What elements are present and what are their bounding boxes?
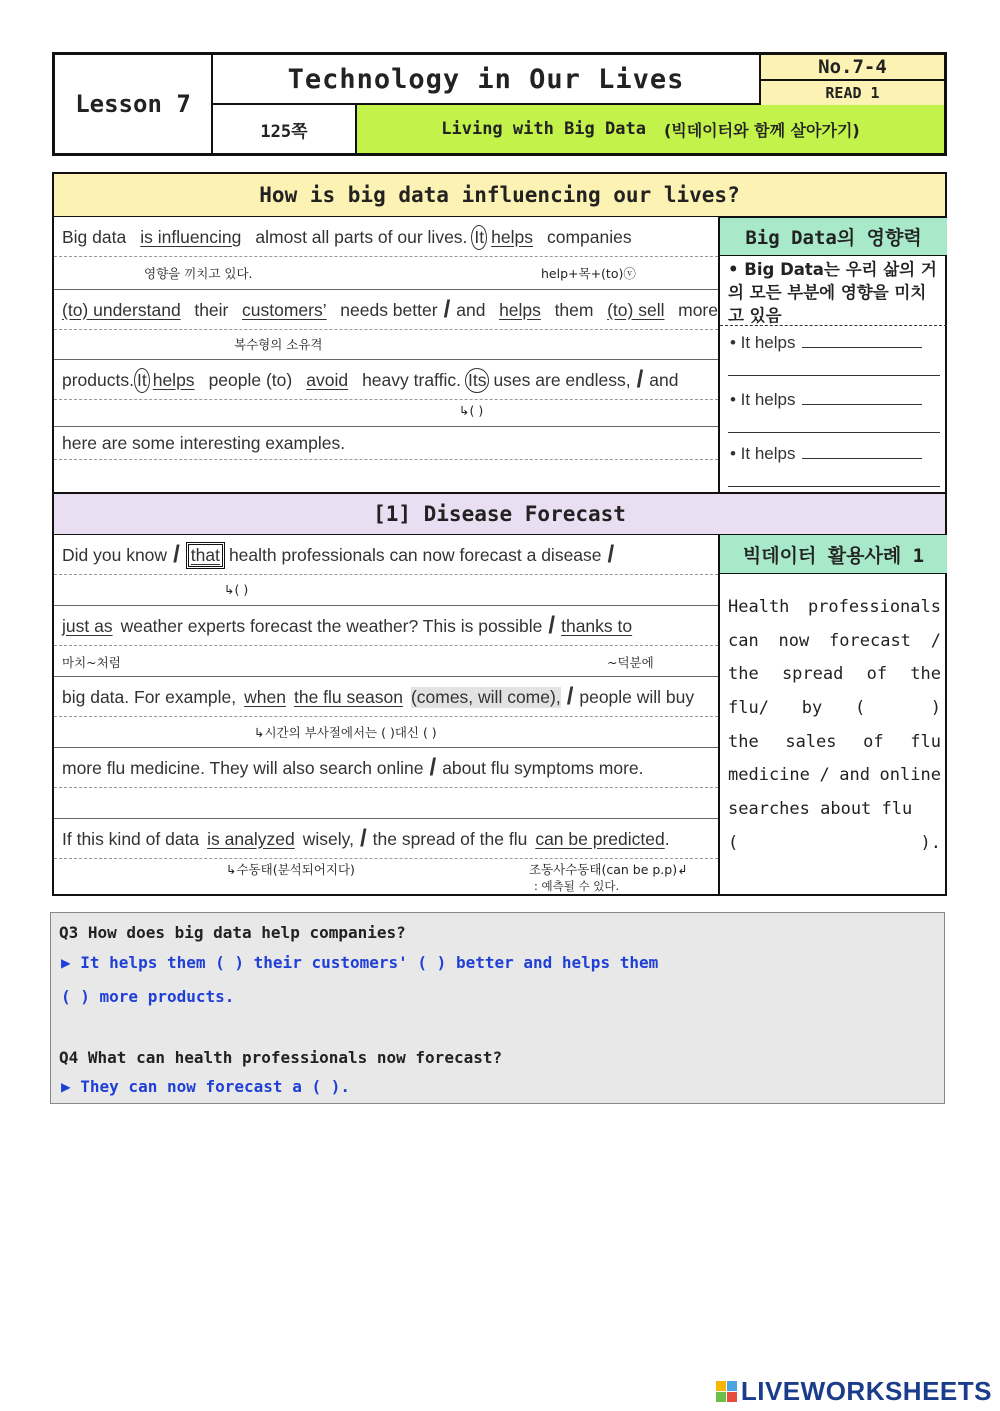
s1-side-note: • Big Data는 우리 삶의 거의 모든 부분에 영향을 미치고 있음 — [720, 256, 947, 326]
s2-side-word: ( — [854, 698, 866, 719]
s1-blank-2[interactable] — [802, 392, 922, 405]
s2-side-word: by — [801, 698, 823, 719]
brand-name: LIVEWORKSHEETS — [740, 1376, 992, 1406]
s2-side-word: searches about flu — [728, 799, 913, 820]
s2-side-word: the — [728, 664, 759, 685]
lesson-title: Technology in Our Lives — [213, 55, 761, 105]
s1-bullet-3: • It helps — [730, 444, 796, 463]
question-4: Q4 What can health professionals now forecast? — [59, 1048, 503, 1067]
s1-line-2: (to) understand their customers’ needs better / and helps them (to) sell more — [62, 296, 718, 323]
boxed-that: that — [186, 542, 225, 569]
reading-table — [52, 172, 947, 896]
answer-3-line-1[interactable]: ▶ It helps them ( ) their customers' ( ) better and helps them — [61, 953, 659, 972]
s2-line-5: If this kind of data is analyzed wisely, / the spread of the flu can be predicted . — [62, 825, 670, 852]
s2-side-word: sales — [785, 731, 837, 752]
s2-line-2: just as weather experts forecast the weather? This is possible / thanks to — [62, 612, 633, 639]
s2-note-5a: ↳수동태(분석되어지다) — [226, 862, 355, 877]
s1-line-1: Big data is influencing almost all parts of our lives. It helps companies — [54, 218, 718, 256]
s2-side-line — [728, 799, 941, 833]
question-box — [50, 912, 945, 1104]
logo-icon — [716, 1381, 737, 1402]
s2-side-word: / — [930, 630, 941, 651]
s2-side-line — [728, 597, 941, 631]
s2-side-word: of — [866, 664, 888, 685]
s1-blank-1[interactable] — [802, 335, 922, 348]
subtitle-en: Living with Big Data — [441, 119, 646, 139]
s2-side-word: and — [839, 765, 870, 786]
s1-line-4: here are some interesting examples. — [62, 432, 346, 453]
question-3: Q3 How does big data help companies? — [59, 923, 406, 942]
s2-side-word: professionals — [807, 597, 941, 617]
reading-subtitle — [357, 105, 944, 153]
s2-side-text — [728, 597, 941, 867]
s2-side-word: ). — [920, 832, 941, 853]
lesson-label: Lesson 7 — [55, 55, 213, 153]
s2-side-word: / — [819, 765, 830, 786]
s1-side-title: Big Data의 영향력 — [720, 218, 947, 256]
s2-side-panel — [718, 535, 947, 896]
s2-line-1: Did you know / that health professionals can now forecast a disease / — [62, 541, 615, 568]
s2-side-word: spread — [781, 664, 844, 685]
worksheet-header — [52, 52, 947, 156]
s2-side-word: flu — [910, 731, 941, 752]
s2-side-word: now — [778, 630, 810, 651]
s1-note-3: ↳( ) — [459, 403, 484, 418]
section2-heading: [1] Disease Forecast — [54, 492, 945, 535]
s2-side-word: ) — [930, 698, 941, 719]
answer-3-line-2[interactable]: ( ) more products. — [61, 987, 235, 1006]
s2-side-word: ( — [728, 832, 739, 853]
s2-side-word: the — [910, 664, 941, 685]
s2-side-title: 빅데이터 활용사례 1 — [720, 535, 947, 574]
s2-side-line — [728, 833, 941, 867]
circled-it: It — [471, 225, 487, 250]
s1-line-3: products. It helps people (to) avoid heavy traffic. Its uses are endless, / and — [62, 366, 679, 393]
s2-side-line — [728, 664, 941, 698]
s2-side-word: flu/ — [728, 698, 769, 719]
s2-line-4: more flu medicine. They will also search online / about flu symptoms more. — [62, 754, 644, 781]
s2-side-word: Health — [728, 597, 790, 617]
s1-side-panel — [718, 217, 947, 492]
s1-blank-3[interactable] — [802, 446, 922, 459]
s2-note-5b: 조동사수동태(can be p.p)↲ — [529, 862, 688, 877]
read-label: READ 1 — [761, 81, 944, 105]
liveworksheets-logo — [716, 1376, 992, 1407]
s2-note-2b: ~덕분에 — [607, 655, 654, 670]
s2-note-3: ↳시간의 부사절에서는 ( )대신 ( ) — [254, 725, 437, 740]
s1-bullet-2: • It helps — [730, 390, 796, 409]
s1-note-2: 복수형의 소유격 — [234, 337, 323, 352]
s2-note-2a: 마치~처럼 — [62, 655, 121, 670]
s2-note-1: ↳( ) — [224, 582, 249, 597]
s2-side-word: online — [879, 765, 941, 786]
s2-side-word: forecast — [829, 630, 911, 651]
section1-heading: How is big data influencing our lives? — [54, 174, 945, 217]
s2-line-3: big data. For example, when the flu season (comes, will come), / people will buy — [62, 683, 695, 710]
s2-side-line — [728, 732, 941, 766]
s2-side-line — [728, 765, 941, 799]
s1-note-1a: 영향을 끼치고 있다. — [144, 266, 253, 281]
answer-4[interactable]: ▶ They can now forecast a ( ). — [61, 1077, 350, 1096]
s2-side-word: the — [728, 731, 759, 752]
s2-side-line — [728, 698, 941, 732]
s2-side-line — [728, 631, 941, 665]
lesson-number: No.7-4 — [761, 55, 944, 81]
subtitle-ko: (빅데이터와 함께 살아가기) — [663, 120, 860, 140]
page-number: 125쪽 — [213, 105, 357, 153]
s2-side-word: can — [728, 630, 759, 651]
s1-note-1b: help+목+(to)ⓥ — [541, 266, 636, 281]
s1-bullet-1: • It helps — [730, 333, 796, 352]
s2-note-5c: : 예측될 수 있다. — [534, 879, 620, 893]
s2-side-word: of — [863, 731, 884, 752]
s2-side-word: medicine — [728, 765, 810, 786]
